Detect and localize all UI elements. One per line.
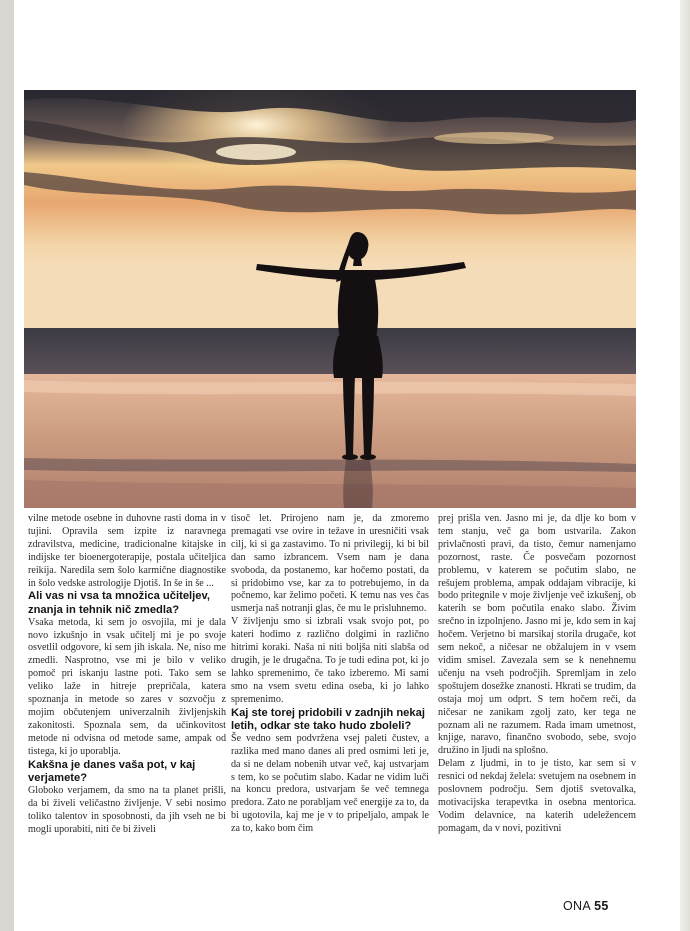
- text-column-3: [438, 513, 636, 836]
- paragraph: Globoko verjamem, da smo na ta planet prišli, da bi živeli veličastno življenje. V sebi nosimo toliko talentov in sposobnosti, da jih vseh ne bi mogli uporabiti, niti če bi živeli: [28, 784, 226, 835]
- page-number: 55: [594, 899, 609, 913]
- interview-question: Ali vas ni vsa ta množica učiteljev, znanja in tehnik nič zmedla?: [28, 590, 210, 616]
- sunset-photo: [24, 90, 636, 508]
- sunset-beach-woman-icon: [24, 90, 636, 508]
- paragraph: Delam z ljudmi, in to je tisto, kar sem si v resnici od nekdaj želela: svetujem na osebnem in poslovnem področju. Sem djotiš svetovalka, motivacijska terapevtka in osebna mentorica. Vodim delavnice, na katerih udeležencem pomagam, da v novi, pozitivni: [438, 758, 636, 834]
- text-column-1: [28, 513, 226, 836]
- paragraph: Še vedno sem podvržena vsej paleti čustev, a razlika med mano danes ali pred osmimi leti je, da si ne delam nobenih utvar več, kaj ustvarjam s tem, ko se počutim slabo. Kadar ne vidim luči na koncu predora, ustvarjam še več temnega predora. Zato ne porabljam več energije za to, da bi ugotovila, kaj me je v to pripeljalo, ampak le za to, kako bom čim: [231, 732, 429, 835]
- interview-question: Kakšna je danes vaša pot, v kaj verjamete?: [28, 758, 196, 784]
- paragraph: vilne metode osebne in duhovne rasti doma in v tujini. Opravila sem izpite iz naravnega zdravilstva, medicine, tradicionalne kitajske in indijske ter bioenergoterapije, postala učiteljica reikija. Naredila sem šolo karmične diagnostike in šolo vedske astrologije Djotiš. In še in še ...: [28, 513, 226, 589]
- magazine-name: ONA: [563, 899, 591, 913]
- page-folio: [563, 899, 609, 913]
- interview-question: Kaj ste torej pridobili v zadnjih nekaj letih, odkar ste tako hudo zboleli?: [231, 706, 425, 732]
- text-column-2: [231, 513, 429, 836]
- paragraph: tisoč let. Prirojeno nam je, da zmoremo premagati vse ovire in težave in uresničiti vsak cilj, ki si ga zastavimo. To ni privilegij, ki bi bil dan samo izbrancem. Vsem nam je dana svoboda, da postanemo, kar hočemo postati, da si pridobimo vse, kar za to potrebujemo, in da počnemo, kar želimo početi. K temu nas ves čas usmerja naš notranji glas, če mu le prisluhnemo.: [231, 513, 429, 615]
- page-edge: [680, 0, 690, 931]
- paragraph: prej prišla ven. Jasno mi je, da dlje ko bom v tem stanju, več ga bom ustvarila. Zakon privlačnosti pravi, da tisto, čemur namenjamo pozornost, raste. Če posvečam pozornost problemu, v katerem se počutim slabo, ne rešujem problema, ampak oddajam vibracije, ki bodo pritegnile v moje življenje več izkušenj, ob katerih se bom počutila enako slabo. Živim srečno in izpolnjeno. Jasno mi je, kdo sem in kaj hočem. Verjetno bi marsikaj storila drugače, kot sem nekoč, a ničesar ne obžalujem in v vsem vidim smisel. Zavezala sem se k nenehnemu učenju na vseh področjih. Spremljam in zelo spoštujem dosežke znanosti. Hkrati se trudim, da ostaja moj um odprt. S tem hočem reči, da ničesar ne zanikam zgolj zato, ker tega ne poznam ali ne razumem. Rada imam umetnost, knjige, naravo, finančno svobodo, sebe, svojo družino in ljudi na splošno.: [438, 513, 636, 757]
- paragraph: Vsaka metoda, ki sem jo osvojila, mi je dala novo izkušnjo in vsak učitelj mi je po svoje osvetlil odgovore, ki sem jih iskala. Ne, niso me zmedli. Nasprotno, vse mi je bilo v veliko pomoč pri iskanju lastne poti. Tako sem se veliko laže in hitreje prepričala, katera spoznanja in metode so zares v sozvočju z mojim občutenjem univerzalnih življenjskih zakonitosti. Spoznala sem, da učinkovitost metode ni odvisna od metode same, ampak od tistega, ki jo uporablja.: [28, 616, 226, 757]
- paragraph: V življenju smo si izbrali vsak svojo pot, po kateri hodimo z različno dolgimi in različno hitrimi koraki. Naša ni niti boljša niti slabša od drugih, je le drugačna. To je tudi edina pot, ki jo lahko spremenimo, če tako izberemo. Mi sami smo na vsem svetu edina oseba, ki jo lahko spremenimo.: [231, 616, 429, 705]
